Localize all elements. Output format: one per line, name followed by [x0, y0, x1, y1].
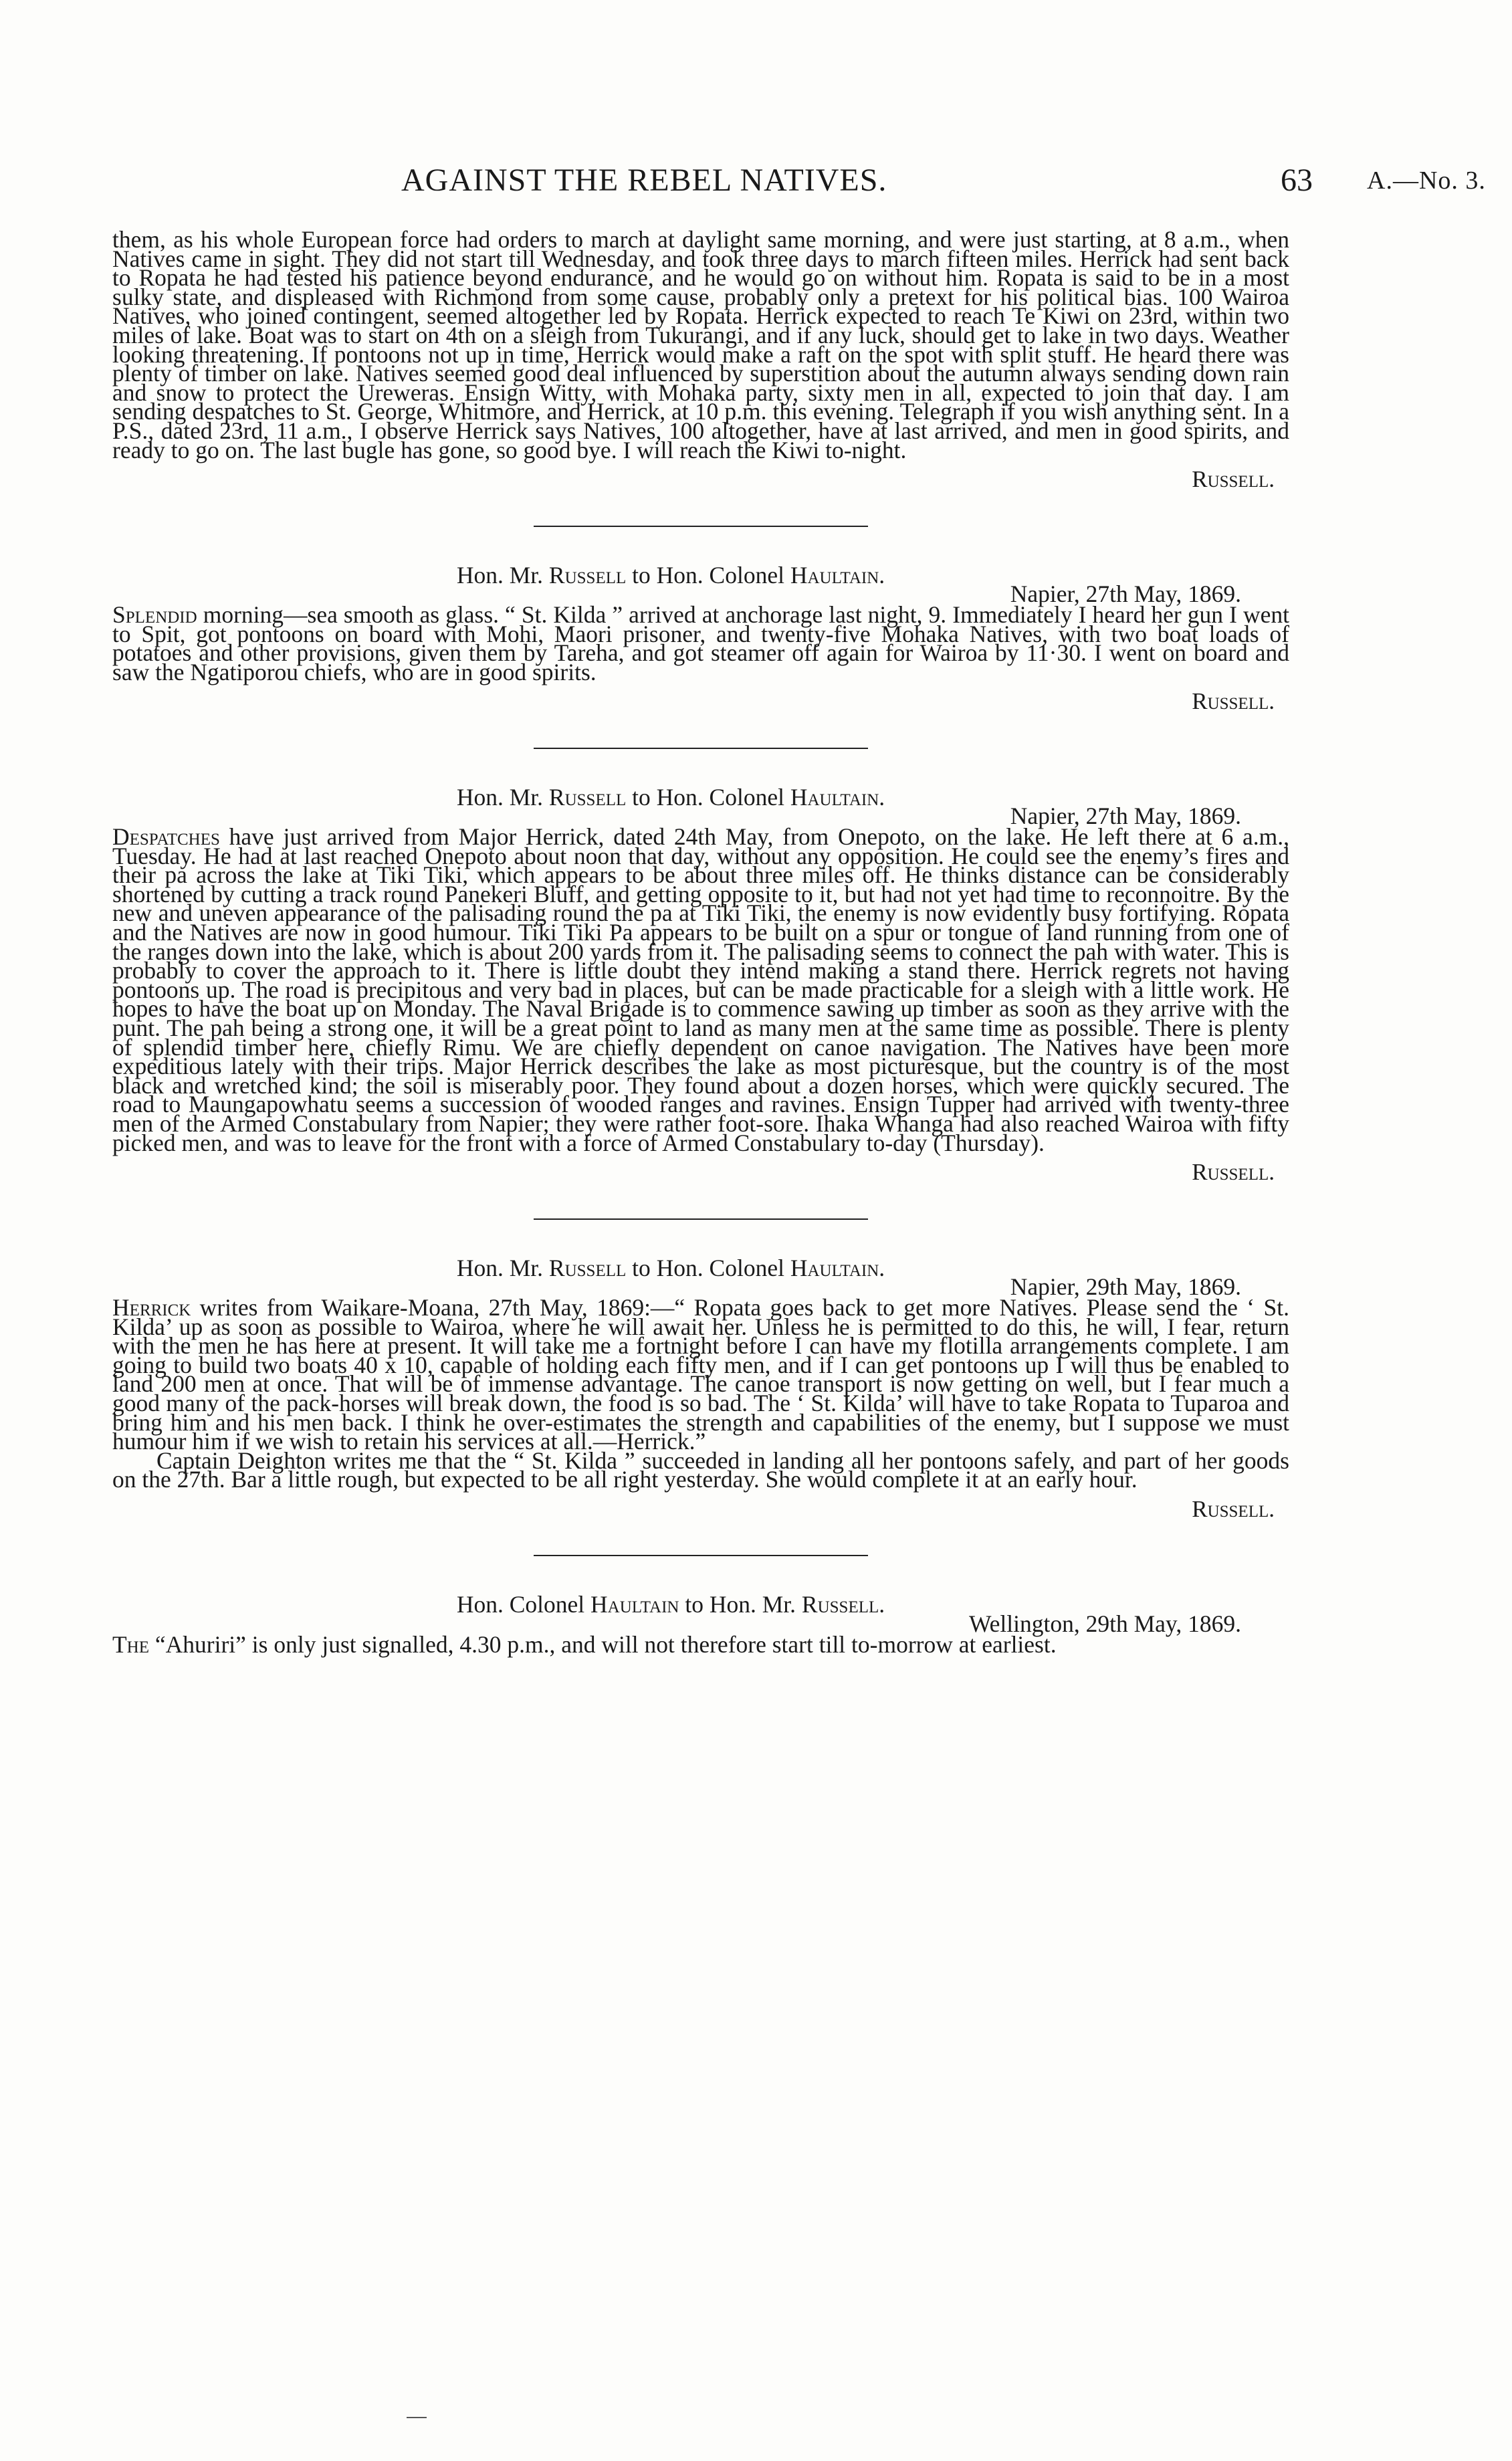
page-title: AGAINST THE REBEL NATIVES. — [401, 163, 887, 198]
divider — [534, 526, 868, 527]
sender-name: Russell — [548, 561, 627, 588]
letter — [112, 561, 1289, 715]
sender-title: Hon. Colonel — [456, 1591, 585, 1618]
paragraph — [112, 1293, 1289, 1455]
divider — [534, 748, 868, 749]
signature: Russell. — [1192, 1159, 1275, 1186]
lead-word: The — [112, 1630, 150, 1658]
paragraph-text: “Ahuriri” is only just signalled, 4.30 p.m., and will not therefore start till to-morrow at earliest. — [149, 1630, 1057, 1658]
sender-name: Russell — [548, 783, 627, 811]
letter — [112, 783, 1289, 1186]
recipient-title: to Hon. Colonel — [632, 561, 784, 588]
divider — [534, 1555, 868, 1556]
sender-title: Hon. Mr. — [456, 561, 544, 588]
page-number: 63 — [1281, 163, 1313, 198]
paragraph: Captain Deighton writes me that the “ St. Kilda ” succeeded in landing all her pontoons safely, and part of her goods on the 27th. Bar a little rough, but expected to be all right yesterday. She would complete it at an early hour. — [112, 1447, 1289, 1493]
signature: Russell. — [1192, 1495, 1275, 1522]
sender-name: Russell — [548, 1254, 627, 1281]
lead-word: Despatches — [112, 823, 220, 851]
page-footer-mark — [407, 2417, 427, 2418]
dateline: Wellington, 29th May, 1869. — [968, 1610, 1241, 1638]
recipient-title: to Hon. Colonel — [632, 1254, 784, 1281]
recipient-title: to Hon. Mr. — [685, 1591, 796, 1618]
document-reference: A.—No. 3. — [1367, 167, 1486, 195]
signature: Russell. — [1192, 688, 1275, 715]
paragraph — [112, 601, 1289, 685]
document-body — [112, 226, 1289, 1658]
dateline: Napier, 27th May, 1869. — [1010, 802, 1241, 830]
recipient-name: Haultain. — [790, 1254, 885, 1281]
recipient-name: Haultain. — [790, 561, 885, 588]
signature: Russell. — [1192, 466, 1275, 493]
recipient-name: Russell. — [801, 1591, 885, 1618]
sender-name: Haultain — [590, 1591, 679, 1618]
running-header — [0, 162, 1512, 209]
recipient-title: to Hon. Colonel — [632, 783, 784, 811]
continued-letter — [112, 226, 1289, 493]
paragraph — [112, 1630, 1289, 1658]
letter — [112, 1591, 1289, 1658]
lead-word: Splendid — [112, 601, 197, 628]
dateline: Napier, 29th May, 1869. — [1010, 1273, 1241, 1301]
paragraph-text: have just arrived from Major Herrick, dated 24th May, from Onepoto, on the lake. He left there at 6 a.m., Tuesday. He had at last reached Onepoto about noon that day, without any opposition. He could see the enemy’s fires and their pa across the lake at Tiki Tiki, which appears to be about three miles off. He thinks distance can be considerably shortened by cutting a track round Panekeri Bluff, and getting opposite to it, but had not yet had time to reconnoitre. By the new and uneven appearance of the palisading round the pa at Tiki Tiki, the enemy is now evidently busy fortifying. Ropata and the Natives are now in good humour. Tiki Tiki Pa appears to be built on a spur or tongue of land running from one of the ranges down into the lake, which is about 200 yards from it. The palisading seems to connect the pah with water. This is probably to cover the approach to it. There is little doubt they intend making a stand there. Herrick regrets not having pontoons up. The road is precipitous and very bad in places, but can be made practicable for a sleigh with a little work. He hopes to have the boat up on Monday. The Naval Brigade is to commence sawing up timber as soon as they arrive with the punt. The pah being a strong one, it will be a great point to land as many men at the same time as possible. There is plenty of splendid timber here, chiefly Rimu. We are chiefly dependent on canoe navigation. The Natives have been more expeditious lately with their trips. Major Herrick describes the lake as most picturesque, but the country is of the most black and wretched kind; the soil is miserably poor. They found about a dozen horses, which were quickly secured. The road to Maungapowhatu seems a succession of wooded ranges and ravines. Ensign Tupper had arrived with twenty-three men of the Armed Constabulary from Napier; they were rather foot-sore. Ihaka Whanga had also reached Wairoa with fifty picked men, and was to leave for the front with a force of Armed Constabulary to-day (Thursday). — [112, 823, 1289, 1156]
sender-title: Hon. Mr. — [456, 1254, 544, 1281]
recipient-name: Haultain. — [790, 783, 885, 811]
paragraph-text: writes from Waikare-Moana, 27th May, 1869:—“ Ropata goes back to get more Natives. Please send the ‘ St. Kilda’ up as soon as possible to Wairoa, where he will await her. Unless he is permitted to do this, he will, I fear, return with the men he has here at present. It will take me a fortnight before I can have my flotilla arrangements complete. I am going to build two boats 40 x 10, capable of holding each fifty men, and if I can get pontoons up I will thus be enabled to land 200 men at once. That will be of immense advantage. The canoe transport is now getting on well, but I fear much a good many of the pack-horses will break down, the food is so bad. The ‘ St. Kilda’ will have to take Ropata to Tuparoa and bring him and his men back. I think he over-estimates the strength and capabilities of the enemy, but I suppose we must humour him if we wish to retain his services at all.—Herrick.” — [112, 1293, 1289, 1455]
letter — [112, 1254, 1289, 1522]
paragraph-text: morning—sea smooth as glass. “ St. Kilda ” arrived at anchorage last night, 9. Immediately I heard her gun I went to Spit, got pontoons on board with Mohi, Maori prisoner, and twenty-five Mohaka Natives, with two boat loads of potatoes and other provisions, given them by Tareha, and got steamer off again for Wairoa by 11·30. I went on board and saw the Ngatiporou chiefs, who are in good spirits. — [112, 601, 1289, 685]
lead-word: Herrick — [112, 1293, 191, 1321]
dateline: Napier, 27th May, 1869. — [1010, 580, 1241, 608]
paragraph: them, as his whole European force had orders to march at daylight same morning, and were just starting, at 8 a.m., when Natives came in sight. They did not start till Wednesday, and took three days to march fifteen miles. Herrick had sent back to Ropata he had tested his patience beyond endurance, and he would go on without him. Ropata is said to be in a most sulky state, and displeased with Richmond from some cause, probably only a pretext for his political bias. 100 Wairoa Natives, who joined contingent, seemed altogether led by Ropata. Herrick expected to reach Te Kiwi on 23rd, within two miles of lake. Boat was to start on 4th on a sleigh from Tukurangi, and if any luck, should get to lake in two days. Weather looking threatening. If pontoons not up in time, Herrick would make a raft on the spot with split stuff. He heard there was plenty of timber on lake. Natives seemed good deal influenced by superstition about the autumn always sending down rain and snow to protect the Ureweras. Ensign Witty, with Mohaka party, sixty men in all, expected to join that day. I am sending despatches to St. George, Whitmore, and Herrick, at 10 p.m. this evening. Telegraph if you wish anything sent. In a P.S., dated 23rd, 11 a.m., I observe Herrick says Natives, 100 altogether, have at last arrived, and men in good spirits, and ready to go on. The last bugle has gone, so good bye. I will reach the Kiwi to-night. — [112, 226, 1289, 463]
sender-title: Hon. Mr. — [456, 783, 544, 811]
divider — [534, 1218, 868, 1220]
paragraph — [112, 823, 1289, 1156]
